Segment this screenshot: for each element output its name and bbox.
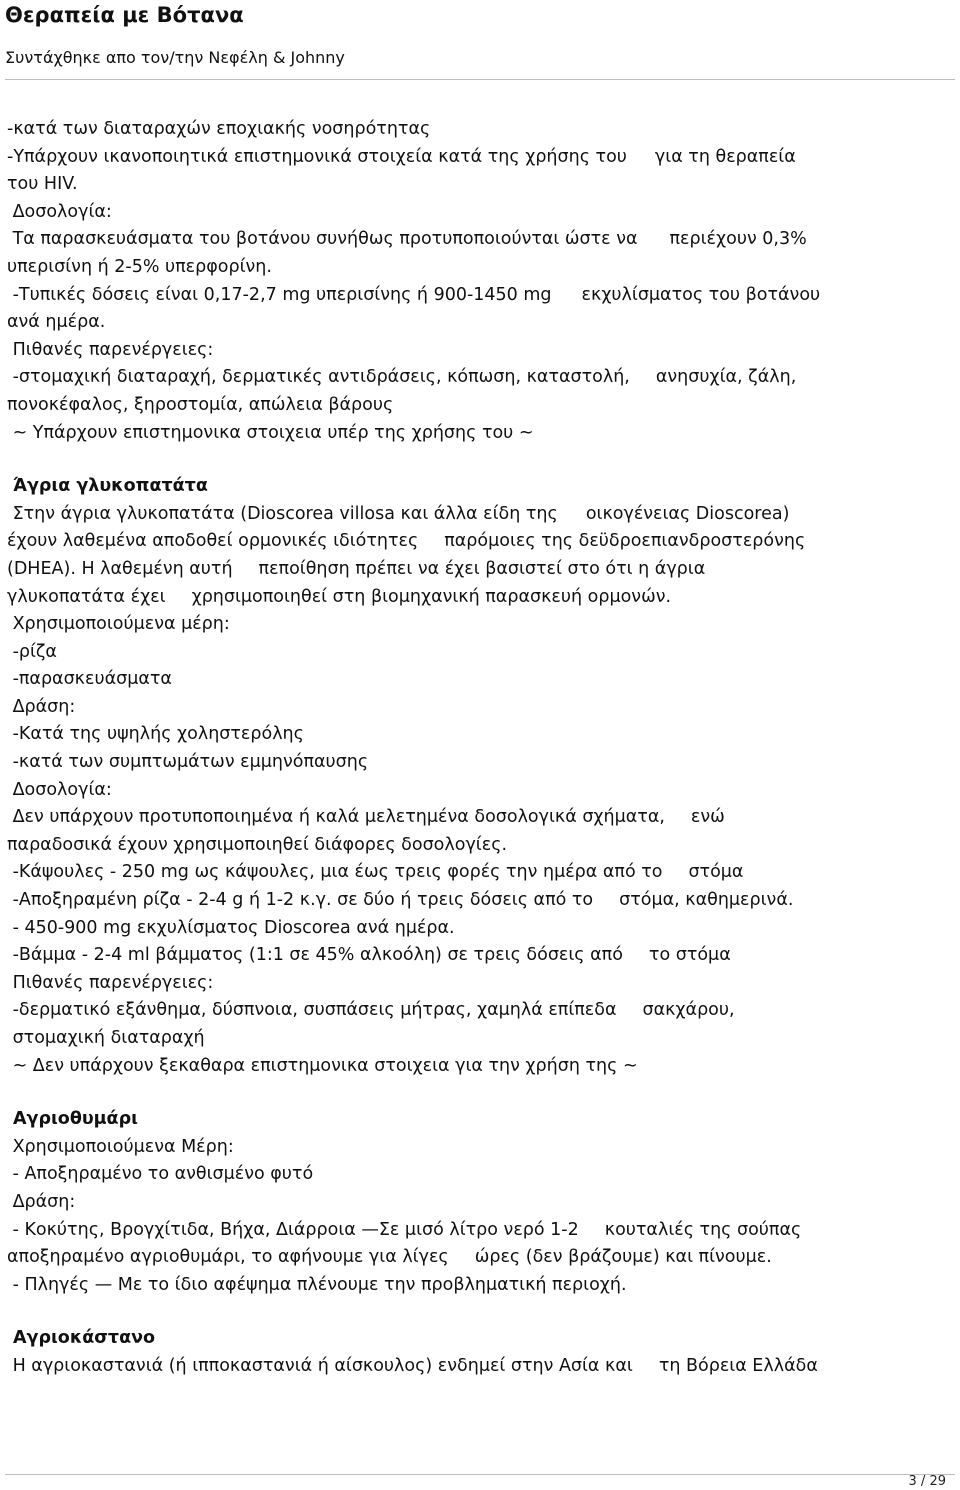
text-line: -Αποξηραμένη ρίζα - 2-4 g ή 1-2 κ.γ. σε δύο ή τρεις δόσεις από το στόμα, καθημερινά. [7,890,794,911]
text-line: -στομαχική διαταραχή, δερματικές αντιδράσεις, κόπωση, καταστολή, ανησυχία, ζάλη, [7,367,797,388]
text-line: -δερματικό εξάνθημα, δύσπνοια, συσπάσεις μήτρας, χαμηλά επίπεδα σακχάρου, [7,1000,735,1021]
section-heading-horse-chestnut: Αγριοκάστανο [13,1328,156,1349]
text-line: του HIV. [7,174,78,195]
section-heading-wild-thyme: Αγριοθυμάρι [13,1109,138,1130]
text-line: Τα παρασκευάσματα του βοτάνου συνήθως προτυποποιούνται ώστε να περιέχουν 0,3% [7,229,807,250]
section-label: Χρησιμοποιούμενα μέρη: [7,614,230,635]
section-label: Δράση: [7,696,76,717]
document-title: Θεραπεία με Βότανα [5,3,244,27]
text-line: ~ Δεν υπάρχουν ξεκαθαρα επιστημονικα στοιχεια για την χρήση της ~ [7,1055,638,1076]
text-line: ανά ημέρα. [7,312,106,333]
text-line: έχουν λαθεμένα αποδοθεί ορμονικές ιδιότητες παρόμοιες της δεϋδροεπιανδροστερόνης [7,531,806,552]
page-number: 3 / 29 [908,1474,946,1489]
section-heading-wild-yam: Άγρια γλυκοπατάτα [13,476,208,497]
section-label: Πιθανές παρενέργειες: [7,972,214,993]
text-line: -Κατά της υψηλής χοληστερόλης [7,724,304,745]
document-subtitle: Συντάχθηκε απο τον/την Νεφέλη & Johnny [5,48,345,67]
text-line: υπερισίνη ή 2-5% υπερφορίνη. [7,256,272,277]
footer-divider [5,1474,955,1475]
text-line: Δεν υπάρχουν προτυποποιημένα ή καλά μελετημένα δοσολογικά σχήματα, ενώ [7,807,725,828]
text-line: -Κάψουλες - 250 mg ως κάψουλες, μια έως τρεις φορές την ημέρα από το στόμα [7,862,744,883]
section-label: Δράση: [7,1191,76,1212]
text-line: -παρασκευάσματα [7,669,172,690]
text-line: Η αγριοκαστανιά (ή ιπποκαστανιά ή αίσκουλος) ενδημεί στην Ασία και τη Βόρεια Ελλάδα [7,1355,818,1376]
text-line: -Βάμμα - 2-4 ml βάμματος (1:1 σε 45% αλκοόλη) σε τρεις δόσεις από το στόμα [7,945,731,966]
text-line: - Αποξηραμένο το ανθισμένο φυτό [7,1164,314,1185]
text-line: -ρίζα [7,641,57,662]
text-line: αποξηραμένο αγριοθυμάρι, το αφήνουμε για λίγες ώρες (δεν βράζουμε) και πίνουμε. [7,1247,772,1268]
header-divider [5,79,955,80]
text-line: (DHEA). Η λαθεμένη αυτή πεποίθηση πρέπει να έχει βασιστεί στο ότι η άγρια [7,558,706,579]
text-line: - Πληγές — Με το ίδιο αφέψημα πλένουμε την προβληματική περιοχή. [7,1274,627,1295]
text-line: γλυκοπατάτα έχει χρησιμοποιηθεί στη βιομηχανική παρασκευή ορμονών. [7,586,672,607]
text-line: στομαχική διαταραχή [7,1028,205,1048]
text-line: παραδοσικά έχουν χρησιμοποιηθεί διάφορες δοσολογίες. [7,834,508,855]
section-label: Δοσολογία: [7,201,112,222]
text-line: ~ Υπάρχουν επιστημονικα στοιχεια υπέρ της χρήσης του ~ [7,422,534,443]
section-label: Δοσολογία: [7,779,112,800]
section-label: Χρησιμοποιούμενα Μέρη: [7,1136,234,1157]
text-line: - Κοκύτης, Βρογχίτιδα, Βήχα, Διάρροια —Σε μισό λίτρο νερό 1-2 κουταλιές της σούπας [7,1219,802,1240]
text-line: πονοκέφαλος, ξηροστομία, απώλεια βάρους [7,394,394,415]
section-label: Πιθανές παρενέργειες: [7,339,214,360]
document-body [7,116,952,1381]
text-line: -κατά των διαταραχών εποχιακής νοσηρότητας [7,119,431,139]
text-line: Στην άγρια γλυκοπατάτα (Dioscorea villosa και άλλα είδη της οικογένειας Dioscorea) [7,503,790,524]
text-line: -Υπάρχουν ικανοποιητικά επιστημονικά στοιχεία κατά της χρήσης του για τη θεραπεία [7,146,796,167]
text-line: - 450-900 mg εκχυλίσματος Dioscorea ανά ημέρα. [7,917,455,938]
text-line: -Τυπικές δόσεις είναι 0,17-2,7 mg υπερισίνης ή 900-1450 mg εκχυλίσματος του βοτάνου [7,284,821,305]
text-line: -κατά των συμπτωμάτων εμμηνόπαυσης [7,752,369,773]
